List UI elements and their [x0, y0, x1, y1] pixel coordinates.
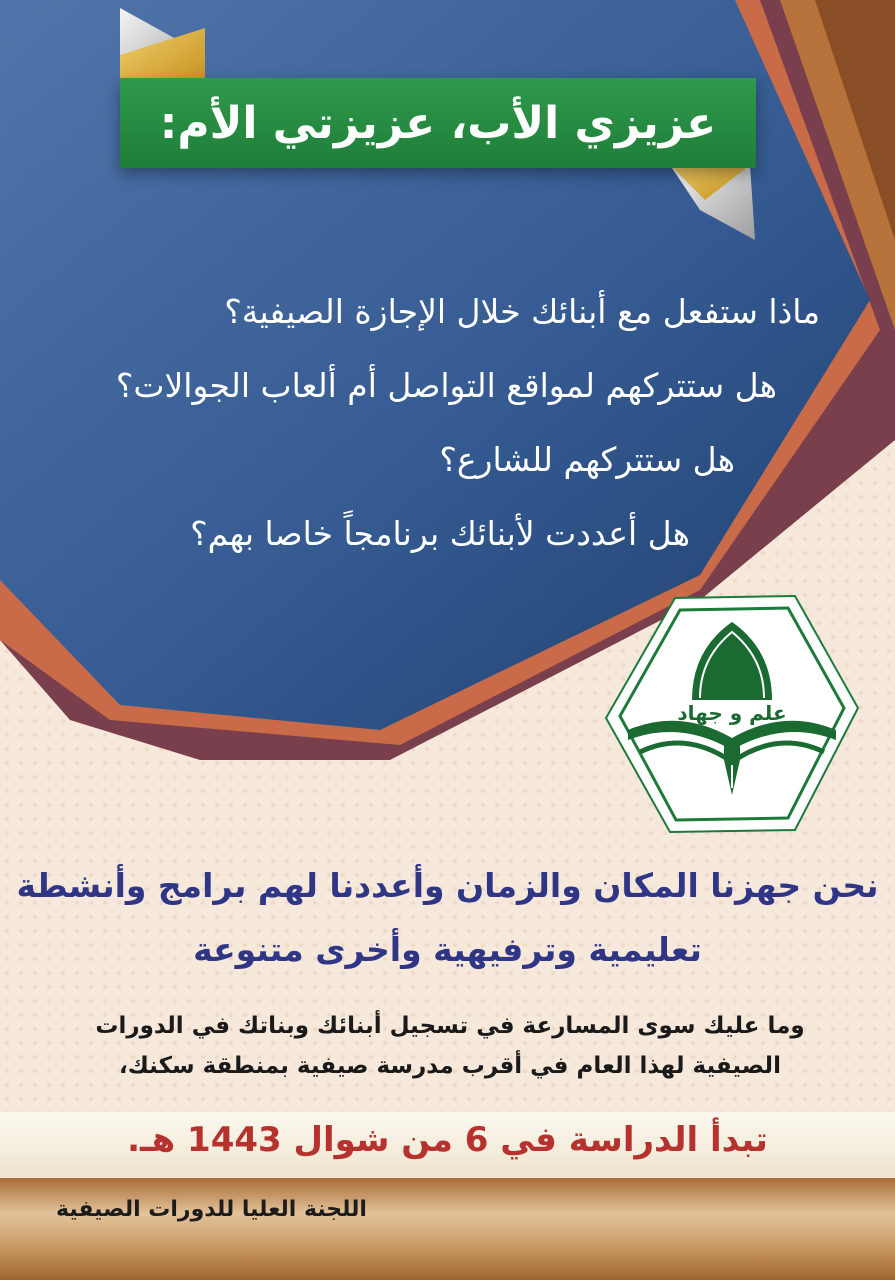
mosque-dome-pen-icon	[600, 590, 862, 838]
greeting-text: عزيزي الأب، عزيزتي الأم:	[159, 97, 717, 149]
footer-committee-text: اللجنة العليا للدورات الصيفية	[56, 1197, 367, 1222]
question-4: هل أعددت لأبنائك برنامجاً خاصا بهم؟	[190, 514, 690, 553]
offer-line-2: تعليمية وترفيهية وأخرى متنوعة	[193, 930, 702, 969]
organization-logo	[600, 590, 862, 838]
offer-line-1: نحن جهزنا المكان والزمان وأعددنا لهم برامج وأنشطة	[16, 866, 879, 905]
call-line-1: وما عليك سوى المسارعة في تسجيل أبنائك وبناتك في الدورات	[95, 1013, 805, 1039]
greeting-banner	[120, 78, 756, 168]
start-date-text: تبدأ الدراسة في 6 من شوال 1443 هـ.	[127, 1120, 768, 1160]
question-1: ماذا ستفعل مع أبنائك خلال الإجازة الصيفية؟	[224, 292, 820, 331]
footer-bar	[0, 1178, 895, 1280]
call-line-2: الصيفية لهذا العام في أقرب مدرسة صيفية بمنطقة سكنك،	[119, 1053, 781, 1079]
question-2: هل ستتركهم لمواقع التواصل أم ألعاب الجوالات؟	[115, 366, 777, 405]
question-3: هل ستتركهم للشارع؟	[439, 440, 735, 479]
logo-text: علم و جهاد	[677, 701, 787, 725]
